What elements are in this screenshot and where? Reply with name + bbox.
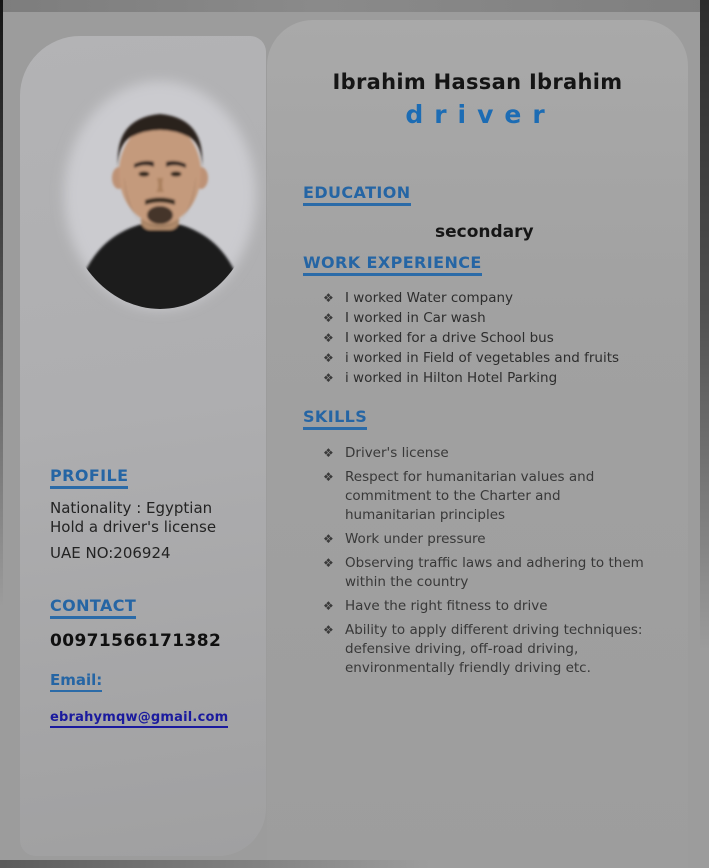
skills-list: [303, 444, 663, 678]
job-title: driver: [405, 100, 556, 129]
nationality-text: Nationality : Egyptian: [50, 499, 213, 517]
candidate-name: Ibrahim Hassan Ibrahim: [332, 70, 623, 94]
diamond-bullet-icon: ❖: [323, 556, 334, 570]
list-item: ❖ I worked for a drive School bus: [323, 330, 554, 346]
diamond-bullet-icon: ❖: [323, 532, 334, 546]
phone-number: 00971566171382: [50, 631, 222, 651]
list-item: ❖ I worked in Car wash: [323, 310, 486, 326]
diamond-bullet-icon: ❖: [323, 446, 334, 460]
diamond-bullet-icon: ❖: [323, 351, 334, 365]
diamond-bullet-icon: ❖: [323, 291, 334, 305]
list-item: ❖ Ability to apply different driving techniques: defensive driving, off-road driving, environmentally friendly driving etc.: [323, 622, 643, 676]
list-item: ❖ Respect for humanitarian values and commitment to the Charter and humanitarian principles: [323, 469, 595, 523]
education-section: [303, 183, 663, 242]
work-experience-heading: WORK EXPERIENCE: [303, 253, 482, 276]
contact-heading: CONTACT: [50, 596, 136, 619]
list-item: ❖ I worked Water company: [323, 290, 514, 306]
education-level: secondary: [435, 222, 534, 242]
diamond-bullet-icon: ❖: [323, 371, 334, 385]
list-item: ❖ i worked in Hilton Hotel Parking: [323, 370, 558, 386]
list-item: ❖ i worked in Field of vegetables and fruits: [323, 350, 620, 366]
contact-section: [50, 596, 250, 728]
list-item: ❖ Work under pressure: [323, 531, 486, 547]
list-item: ❖ Observing traffic laws and adhering to them within the country: [323, 555, 644, 590]
list-item: ❖ Have the right fitness to drive: [323, 598, 548, 614]
diamond-bullet-icon: ❖: [323, 331, 334, 345]
work-experience-list: [303, 288, 673, 388]
diamond-bullet-icon: ❖: [323, 470, 334, 484]
page-top-edge: [0, 0, 709, 12]
skills-heading: SKILLS: [303, 407, 367, 430]
diamond-bullet-icon: ❖: [323, 599, 334, 613]
work-experience-section: [303, 253, 673, 388]
profile-heading: PROFILE: [50, 466, 128, 489]
portrait-photo: [40, 66, 280, 324]
email-label: Email:: [50, 671, 102, 692]
list-item: ❖ Driver's license: [323, 445, 449, 461]
education-heading: EDUCATION: [303, 183, 411, 206]
license-text: Hold a driver's license: [50, 518, 217, 536]
email-link[interactable]: ebrahymqw@gmail.com: [50, 710, 228, 728]
diamond-bullet-icon: ❖: [323, 623, 334, 637]
page-bottom-edge: [0, 860, 430, 868]
page-left-edge: [0, 0, 3, 868]
cv-main-panel: [267, 20, 688, 868]
profile-section: [50, 466, 250, 563]
diamond-bullet-icon: ❖: [323, 311, 334, 325]
uae-number-text: UAE NO:206924: [50, 544, 171, 562]
page-right-edge: [700, 0, 709, 868]
skills-section: [303, 407, 663, 683]
